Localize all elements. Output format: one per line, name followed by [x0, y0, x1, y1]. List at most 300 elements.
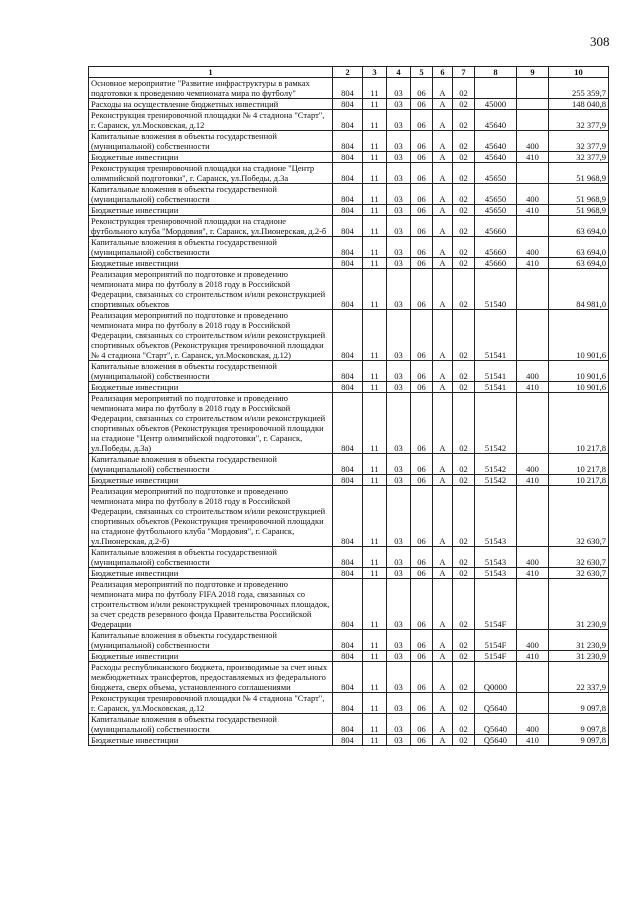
col-7-cell: 02 — [453, 547, 475, 568]
col-8-cell: Q5640 — [475, 735, 517, 746]
col-9-cell: 410 — [517, 475, 549, 486]
row-label: Реализация мероприятий по подготовке и проведению чемпионата мира по футболу в 2018 году в Российской Федерации, связанных со строительством и/или реконструкцией спортивных объектов — [89, 269, 333, 310]
col-8-cell: 51541 — [475, 382, 517, 393]
col-9-cell: 410 — [517, 205, 549, 216]
col-6-cell: А — [433, 237, 453, 258]
table-row — [89, 568, 609, 579]
col-5-cell: 06 — [411, 630, 433, 651]
col-2-cell: 804 — [333, 78, 363, 99]
table-row — [89, 99, 609, 110]
col-7-cell: 02 — [453, 486, 475, 547]
table-row — [89, 258, 609, 269]
budget-table — [88, 66, 609, 746]
table-row — [89, 184, 609, 205]
col-2-cell: 804 — [333, 205, 363, 216]
column-header: 7 — [453, 67, 475, 78]
col-4-cell: 03 — [387, 205, 411, 216]
col-9-cell — [517, 269, 549, 310]
col-9-cell: 410 — [517, 651, 549, 662]
col-2-cell: 804 — [333, 216, 363, 237]
col-5-cell: 06 — [411, 99, 433, 110]
table-row — [89, 310, 609, 361]
column-header: 6 — [433, 67, 453, 78]
col-4-cell: 03 — [387, 237, 411, 258]
col-9-cell: 400 — [517, 714, 549, 735]
col-3-cell: 11 — [363, 735, 387, 746]
col-5-cell: 06 — [411, 237, 433, 258]
col-6-cell: А — [433, 735, 453, 746]
col-4-cell: 03 — [387, 630, 411, 651]
col-7-cell: 02 — [453, 361, 475, 382]
col-4-cell: 03 — [387, 454, 411, 475]
col-2-cell: 804 — [333, 393, 363, 454]
col-3-cell: 11 — [363, 163, 387, 184]
table-row — [89, 662, 609, 693]
col-2-cell: 804 — [333, 152, 363, 163]
row-label: Капитальные вложения в объекты государственной (муниципальной) собственности — [89, 547, 333, 568]
amount-cell: 32 377,9 — [549, 152, 609, 163]
col-4-cell: 03 — [387, 163, 411, 184]
col-2-cell: 804 — [333, 693, 363, 714]
table-row — [89, 651, 609, 662]
col-2-cell: 804 — [333, 163, 363, 184]
amount-cell: 9 097,8 — [549, 693, 609, 714]
col-4-cell: 03 — [387, 486, 411, 547]
amount-cell: 31 230,9 — [549, 579, 609, 630]
col-9-cell: 400 — [517, 630, 549, 651]
col-3-cell: 11 — [363, 152, 387, 163]
col-5-cell: 06 — [411, 78, 433, 99]
col-5-cell: 06 — [411, 735, 433, 746]
col-2-cell: 804 — [333, 269, 363, 310]
col-9-cell — [517, 99, 549, 110]
amount-cell: 255 359,7 — [549, 78, 609, 99]
col-9-cell: 400 — [517, 131, 549, 152]
table-row — [89, 382, 609, 393]
col-4-cell: 03 — [387, 568, 411, 579]
col-3-cell: 11 — [363, 630, 387, 651]
col-6-cell: А — [433, 310, 453, 361]
amount-cell: 10 901,6 — [549, 310, 609, 361]
col-2-cell: 804 — [333, 382, 363, 393]
row-label: Бюджетные инвестиции — [89, 382, 333, 393]
col-8-cell: 45660 — [475, 258, 517, 269]
amount-cell: 10 217,8 — [549, 393, 609, 454]
col-3-cell: 11 — [363, 547, 387, 568]
col-6-cell: А — [433, 258, 453, 269]
col-8-cell: 45660 — [475, 237, 517, 258]
col-7-cell: 02 — [453, 269, 475, 310]
col-2-cell: 804 — [333, 714, 363, 735]
col-3-cell: 11 — [363, 486, 387, 547]
table-row — [89, 78, 609, 99]
col-4-cell: 03 — [387, 131, 411, 152]
col-6-cell: А — [433, 205, 453, 216]
col-6-cell: А — [433, 216, 453, 237]
col-9-cell: 410 — [517, 258, 549, 269]
col-7-cell: 02 — [453, 99, 475, 110]
col-6-cell: А — [433, 131, 453, 152]
table-row — [89, 714, 609, 735]
col-6-cell: А — [433, 651, 453, 662]
col-5-cell: 06 — [411, 651, 433, 662]
col-5-cell: 06 — [411, 714, 433, 735]
column-header: 8 — [475, 67, 517, 78]
col-8-cell: 51542 — [475, 475, 517, 486]
col-8-cell: Q5640 — [475, 693, 517, 714]
col-2-cell: 804 — [333, 547, 363, 568]
col-3-cell: 11 — [363, 361, 387, 382]
row-label: Бюджетные инвестиции — [89, 258, 333, 269]
table-row — [89, 693, 609, 714]
col-8-cell: 5154F — [475, 651, 517, 662]
col-2-cell: 804 — [333, 735, 363, 746]
col-5-cell: 06 — [411, 110, 433, 131]
col-7-cell: 02 — [453, 310, 475, 361]
col-2-cell: 804 — [333, 184, 363, 205]
col-2-cell: 804 — [333, 99, 363, 110]
col-5-cell: 06 — [411, 163, 433, 184]
col-8-cell: 51542 — [475, 393, 517, 454]
col-7-cell: 02 — [453, 163, 475, 184]
col-7-cell: 02 — [453, 568, 475, 579]
col-3-cell: 11 — [363, 184, 387, 205]
col-6-cell: А — [433, 547, 453, 568]
table-row — [89, 475, 609, 486]
col-3-cell: 11 — [363, 568, 387, 579]
col-8-cell: 5154F — [475, 630, 517, 651]
table-row — [89, 486, 609, 547]
col-5-cell: 06 — [411, 258, 433, 269]
col-7-cell: 02 — [453, 184, 475, 205]
amount-cell: 31 230,9 — [549, 630, 609, 651]
col-6-cell: А — [433, 78, 453, 99]
col-4-cell: 03 — [387, 714, 411, 735]
col-9-cell: 410 — [517, 568, 549, 579]
col-3-cell: 11 — [363, 110, 387, 131]
col-8-cell: 51540 — [475, 269, 517, 310]
table-header-row — [89, 67, 609, 78]
table-row — [89, 735, 609, 746]
col-4-cell: 03 — [387, 547, 411, 568]
amount-cell: 31 230,9 — [549, 651, 609, 662]
col-9-cell — [517, 579, 549, 630]
col-7-cell: 02 — [453, 237, 475, 258]
col-2-cell: 804 — [333, 237, 363, 258]
table-body — [89, 78, 609, 746]
col-9-cell — [517, 163, 549, 184]
col-5-cell: 06 — [411, 205, 433, 216]
amount-cell: 32 377,9 — [549, 110, 609, 131]
col-8-cell: 45000 — [475, 99, 517, 110]
column-header: 9 — [517, 67, 549, 78]
col-3-cell: 11 — [363, 475, 387, 486]
col-4-cell: 03 — [387, 693, 411, 714]
col-6-cell: А — [433, 486, 453, 547]
amount-cell: 32 630,7 — [549, 547, 609, 568]
col-2-cell: 804 — [333, 475, 363, 486]
row-label: Капитальные вложения в объекты государственной (муниципальной) собственности — [89, 454, 333, 475]
col-8-cell: 45660 — [475, 216, 517, 237]
col-8-cell: 51541 — [475, 310, 517, 361]
col-4-cell: 03 — [387, 662, 411, 693]
row-label: Расходы на осуществление бюджетных инвестиций — [89, 99, 333, 110]
col-7-cell: 02 — [453, 735, 475, 746]
row-label: Капитальные вложения в объекты государственной (муниципальной) собственности — [89, 630, 333, 651]
col-3-cell: 11 — [363, 651, 387, 662]
col-9-cell — [517, 310, 549, 361]
col-2-cell: 804 — [333, 630, 363, 651]
row-label: Расходы республиканского бюджета, производимые за счет иных межбюджетных трансфертов, предоставляемых из федерального бюджета, сверх объема, установленного соглашениями — [89, 662, 333, 693]
col-3-cell: 11 — [363, 454, 387, 475]
col-7-cell: 02 — [453, 258, 475, 269]
amount-cell: 22 337,9 — [549, 662, 609, 693]
amount-cell: 63 694,0 — [549, 237, 609, 258]
col-8-cell: 5154F — [475, 579, 517, 630]
amount-cell: 63 694,0 — [549, 258, 609, 269]
col-6-cell: А — [433, 579, 453, 630]
col-9-cell — [517, 110, 549, 131]
col-4-cell: 03 — [387, 258, 411, 269]
col-4-cell: 03 — [387, 78, 411, 99]
col-3-cell: 11 — [363, 310, 387, 361]
col-4-cell: 03 — [387, 651, 411, 662]
col-8-cell: Q0000 — [475, 662, 517, 693]
row-label: Реализация мероприятий по подготовке и проведению чемпионата мира по футболу в 2018 году в Российской Федерации, связанных со строительством и/или реконструкцией спортивных объектов (Реконструкция тренировочной площадки на стадионе "Центр олимпийской подготовки", г. Саранск, ул.Победы, д.3а) — [89, 393, 333, 454]
col-7-cell: 02 — [453, 205, 475, 216]
col-7-cell: 02 — [453, 714, 475, 735]
amount-cell: 10 217,8 — [549, 475, 609, 486]
col-4-cell: 03 — [387, 393, 411, 454]
col-4-cell: 03 — [387, 269, 411, 310]
col-4-cell: 03 — [387, 310, 411, 361]
col-4-cell: 03 — [387, 216, 411, 237]
col-8-cell: 51543 — [475, 486, 517, 547]
col-6-cell: А — [433, 693, 453, 714]
col-3-cell: 11 — [363, 78, 387, 99]
table-row — [89, 269, 609, 310]
amount-cell: 32 630,7 — [549, 486, 609, 547]
col-3-cell: 11 — [363, 714, 387, 735]
amount-cell: 148 040,8 — [549, 99, 609, 110]
amount-cell: 51 968,9 — [549, 184, 609, 205]
col-7-cell: 02 — [453, 475, 475, 486]
col-9-cell: 410 — [517, 152, 549, 163]
col-6-cell: А — [433, 269, 453, 310]
row-label: Реализация мероприятий по подготовке и проведению чемпионата мира по футболу FIFA 2018 года, связанных со строительством и/или реконструкцией тренировочных площадок, за счет средств резервного фонда Правительства Российской Федерации — [89, 579, 333, 630]
col-9-cell — [517, 393, 549, 454]
col-4-cell: 03 — [387, 184, 411, 205]
col-5-cell: 06 — [411, 216, 433, 237]
col-4-cell: 03 — [387, 475, 411, 486]
row-label: Реконструкция тренировочной площадки № 4 стадиона "Старт", г. Саранск, ул.Московская, д.12 — [89, 693, 333, 714]
col-7-cell: 02 — [453, 131, 475, 152]
col-6-cell: А — [433, 454, 453, 475]
row-label: Бюджетные инвестиции — [89, 152, 333, 163]
col-8-cell: 51543 — [475, 547, 517, 568]
col-5-cell: 06 — [411, 568, 433, 579]
col-5-cell: 06 — [411, 486, 433, 547]
col-6-cell: А — [433, 361, 453, 382]
col-9-cell — [517, 216, 549, 237]
col-6-cell: А — [433, 475, 453, 486]
table-row — [89, 152, 609, 163]
col-5-cell: 06 — [411, 131, 433, 152]
col-8-cell: 45640 — [475, 152, 517, 163]
col-8-cell: 45650 — [475, 184, 517, 205]
amount-cell: 10 901,6 — [549, 361, 609, 382]
col-8-cell — [475, 78, 517, 99]
col-6-cell: А — [433, 662, 453, 693]
col-2-cell: 804 — [333, 110, 363, 131]
col-7-cell: 02 — [453, 454, 475, 475]
column-header: 5 — [411, 67, 433, 78]
col-8-cell: 51543 — [475, 568, 517, 579]
col-9-cell: 400 — [517, 454, 549, 475]
col-7-cell: 02 — [453, 662, 475, 693]
col-3-cell: 11 — [363, 237, 387, 258]
col-4-cell: 03 — [387, 152, 411, 163]
row-label: Капитальные вложения в объекты государственной (муниципальной) собственности — [89, 237, 333, 258]
col-7-cell: 02 — [453, 693, 475, 714]
col-5-cell: 06 — [411, 382, 433, 393]
col-4-cell: 03 — [387, 382, 411, 393]
col-7-cell: 02 — [453, 579, 475, 630]
table-row — [89, 110, 609, 131]
col-5-cell: 06 — [411, 310, 433, 361]
col-5-cell: 06 — [411, 454, 433, 475]
table-row — [89, 630, 609, 651]
col-6-cell: А — [433, 393, 453, 454]
col-8-cell: Q5640 — [475, 714, 517, 735]
col-2-cell: 804 — [333, 579, 363, 630]
column-header: 4 — [387, 67, 411, 78]
row-label: Бюджетные инвестиции — [89, 568, 333, 579]
col-9-cell — [517, 78, 549, 99]
table-row — [89, 163, 609, 184]
col-4-cell: 03 — [387, 735, 411, 746]
col-7-cell: 02 — [453, 382, 475, 393]
col-5-cell: 06 — [411, 269, 433, 310]
col-3-cell: 11 — [363, 131, 387, 152]
col-5-cell: 06 — [411, 475, 433, 486]
col-2-cell: 804 — [333, 131, 363, 152]
col-9-cell — [517, 486, 549, 547]
amount-cell: 10 217,8 — [549, 454, 609, 475]
amount-cell: 51 968,9 — [549, 205, 609, 216]
col-6-cell: А — [433, 714, 453, 735]
col-2-cell: 804 — [333, 486, 363, 547]
col-9-cell: 410 — [517, 735, 549, 746]
col-5-cell: 06 — [411, 579, 433, 630]
col-5-cell: 06 — [411, 361, 433, 382]
col-9-cell: 400 — [517, 547, 549, 568]
col-2-cell: 804 — [333, 258, 363, 269]
column-header: 1 — [89, 67, 333, 78]
table-row — [89, 237, 609, 258]
col-6-cell: А — [433, 163, 453, 184]
col-8-cell: 51541 — [475, 361, 517, 382]
col-2-cell: 804 — [333, 568, 363, 579]
col-3-cell: 11 — [363, 258, 387, 269]
col-5-cell: 06 — [411, 662, 433, 693]
table-row — [89, 547, 609, 568]
col-3-cell: 11 — [363, 216, 387, 237]
amount-cell: 84 981,0 — [549, 269, 609, 310]
amount-cell: 9 097,8 — [549, 735, 609, 746]
table-row — [89, 579, 609, 630]
col-5-cell: 06 — [411, 184, 433, 205]
col-2-cell: 804 — [333, 651, 363, 662]
col-7-cell: 02 — [453, 110, 475, 131]
table-row — [89, 361, 609, 382]
col-6-cell: А — [433, 568, 453, 579]
amount-cell: 9 097,8 — [549, 714, 609, 735]
col-4-cell: 03 — [387, 99, 411, 110]
col-3-cell: 11 — [363, 579, 387, 630]
col-9-cell: 410 — [517, 382, 549, 393]
col-8-cell: 45640 — [475, 110, 517, 131]
row-label: Капитальные вложения в объекты государственной (муниципальной) собственности — [89, 184, 333, 205]
amount-cell: 32 377,9 — [549, 131, 609, 152]
row-label: Капитальные вложения в объекты государственной (муниципальной) собственности — [89, 131, 333, 152]
row-label: Реализация мероприятий по подготовке и проведению чемпионата мира по футболу в 2018 году в Российской Федерации, связанных со строительством и/или реконструкцией спортивных объектов (Реконструкция тренировочной площадки на стадионе футбольного клуба "Мордовия", г. Саранск, ул.Пионерская, д.2-б) — [89, 486, 333, 547]
table-row — [89, 454, 609, 475]
col-7-cell: 02 — [453, 78, 475, 99]
row-label: Реконструкция тренировочной площадки на стадионе "Центр олимпийской подготовки", г. Саранск, ул.Победы, д.3а — [89, 163, 333, 184]
col-4-cell: 03 — [387, 110, 411, 131]
col-9-cell: 400 — [517, 184, 549, 205]
col-7-cell: 02 — [453, 651, 475, 662]
col-3-cell: 11 — [363, 205, 387, 216]
col-7-cell: 02 — [453, 216, 475, 237]
row-label: Капитальные вложения в объекты государственной (муниципальной) собственности — [89, 714, 333, 735]
col-2-cell: 804 — [333, 454, 363, 475]
row-label: Реконструкция тренировочной площадки на стадионе футбольного клуба "Мордовия", г. Саранск, ул.Пионерская, д.2-б — [89, 216, 333, 237]
col-6-cell: А — [433, 152, 453, 163]
col-7-cell: 02 — [453, 630, 475, 651]
col-4-cell: 03 — [387, 579, 411, 630]
row-label: Капитальные вложения в объекты государственной (муниципальной) собственности — [89, 361, 333, 382]
col-9-cell: 400 — [517, 361, 549, 382]
col-5-cell: 06 — [411, 547, 433, 568]
col-5-cell: 06 — [411, 152, 433, 163]
col-3-cell: 11 — [363, 662, 387, 693]
col-9-cell — [517, 662, 549, 693]
col-9-cell: 400 — [517, 237, 549, 258]
col-6-cell: А — [433, 184, 453, 205]
table-row — [89, 205, 609, 216]
row-label: Бюджетные инвестиции — [89, 651, 333, 662]
col-6-cell: А — [433, 382, 453, 393]
col-6-cell: А — [433, 99, 453, 110]
col-9-cell — [517, 693, 549, 714]
row-label: Реализация мероприятий по подготовке и проведению чемпионата мира по футболу в 2018 году в Российской Федерации, связанных со строительством и/или реконструкцией спортивных объектов (Реконструкция тренировочной площадки № 4 стадиона "Старт", г. Саранск, ул.Московская, д.12) — [89, 310, 333, 361]
col-6-cell: А — [433, 110, 453, 131]
col-2-cell: 804 — [333, 310, 363, 361]
row-label: Основное мероприятие "Развитие инфраструктуры в рамках подготовки к проведению чемпионата мира по футболу" — [89, 78, 333, 99]
col-8-cell: 45650 — [475, 163, 517, 184]
col-4-cell: 03 — [387, 361, 411, 382]
col-8-cell: 51542 — [475, 454, 517, 475]
col-8-cell: 45650 — [475, 205, 517, 216]
table-row — [89, 216, 609, 237]
col-3-cell: 11 — [363, 269, 387, 310]
column-header: 2 — [333, 67, 363, 78]
col-5-cell: 06 — [411, 693, 433, 714]
col-2-cell: 804 — [333, 662, 363, 693]
table-row — [89, 131, 609, 152]
